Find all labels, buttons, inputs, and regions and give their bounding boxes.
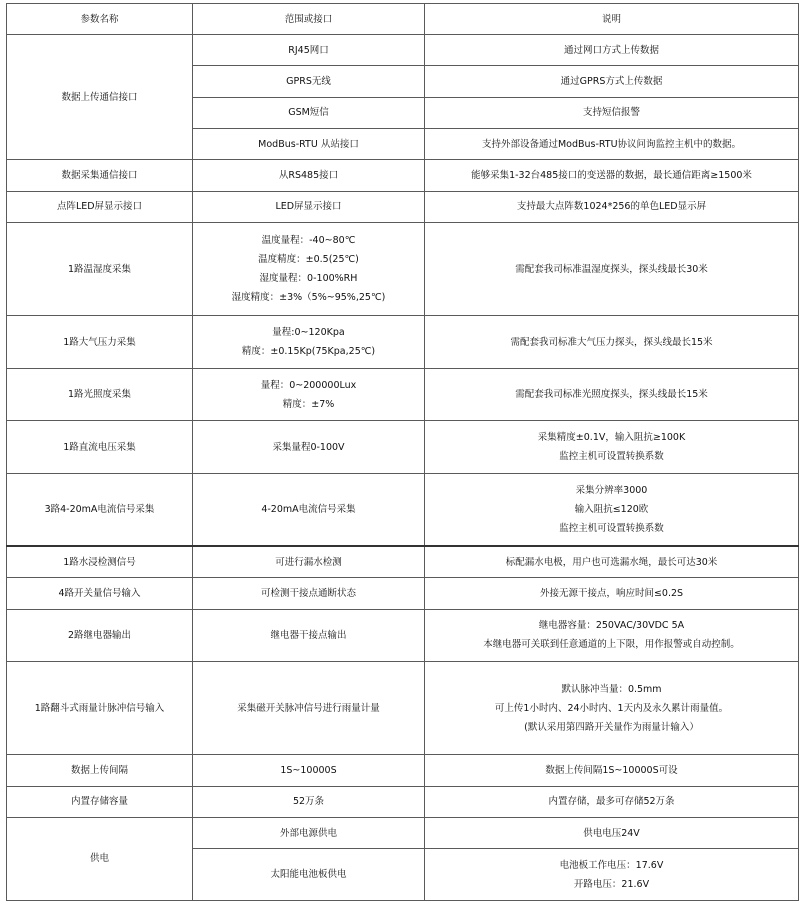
desc-line: 通过GPRS方式上传数据 (560, 76, 663, 88)
desc-cell (425, 662, 799, 755)
desc-line: 标配漏水电极，用户也可选漏水绳，最长可达30米 (505, 556, 718, 568)
desc-line: 通过网口方式上传数据 (563, 44, 659, 56)
desc-line: 需配套我司标准光照度探头，探头线最长15米 (515, 389, 708, 401)
desc-line: 采集精度±0.1V，输入阻抗≥100K (537, 432, 686, 444)
range-line: 从RS485接口 (278, 170, 339, 182)
range-cell (193, 609, 425, 662)
param-name: 4路开关量信号输入 (7, 578, 193, 609)
desc-line: 外接无源干接点，响应时间≤0.2S (539, 587, 684, 599)
desc-cell (425, 368, 799, 421)
table-row (7, 755, 799, 786)
range-line: LED屏显示接口 (275, 201, 342, 213)
range-line: 采集磁开关脉冲信号进行雨量计量 (237, 702, 380, 714)
range-cell (193, 97, 425, 128)
desc-line: 本继电器可关联到任意通道的上下限，用作报警或自动控制。 (483, 639, 740, 651)
param-name: 数据采集通信接口 (7, 160, 193, 191)
desc-line: 输入阻抗≤120欧 (574, 504, 649, 516)
range-line: GSM短信 (288, 107, 329, 119)
table-row (7, 817, 799, 848)
range-cell (193, 35, 425, 66)
table-row (7, 191, 799, 222)
range-line: 可进行漏水检测 (275, 556, 342, 568)
desc-line: 数据上传间隔1S~10000S可设 (545, 764, 678, 776)
range-cell (193, 160, 425, 191)
param-name: 1路翻斗式雨量计脉冲信号输入 (7, 662, 193, 755)
param-name: 1路温湿度采集 (7, 223, 193, 316)
desc-line: 支持短信报警 (582, 107, 640, 119)
desc-cell (425, 546, 799, 577)
desc-line: 监控主机可设置转换系数 (559, 451, 664, 463)
table-row (7, 609, 799, 662)
param-name: 2路继电器输出 (7, 609, 193, 662)
table-row (7, 421, 799, 474)
range-line: 温度精度：±0.5(25℃) (258, 254, 359, 266)
range-line: 继电器干接点输出 (270, 629, 347, 641)
range-line: 湿度精度：±3%（5%~95%,25℃) (231, 292, 386, 304)
desc-line: 需配套我司标准大气压力探头，探头线最长15米 (510, 336, 713, 348)
desc-cell (425, 191, 799, 222)
range-line: 湿度量程：0-100%RH (259, 273, 358, 285)
desc-line: 继电器容量：250VAC/30VDC 5A (538, 620, 685, 632)
desc-cell (425, 578, 799, 609)
desc-line: 电池板工作电压：17.6V (559, 859, 664, 871)
desc-line: (默认采用第四路开关量作为雨量计输入） (524, 721, 699, 733)
desc-cell (425, 35, 799, 66)
range-line: 量程：0~200000Lux (260, 379, 357, 391)
table-row (7, 546, 799, 577)
desc-cell (425, 474, 799, 547)
desc-cell (425, 849, 799, 901)
spec-table (6, 3, 799, 901)
param-name: 3路4-20mA电流信号采集 (7, 474, 193, 547)
desc-cell (425, 66, 799, 97)
desc-cell (425, 786, 799, 817)
range-cell (193, 786, 425, 817)
desc-line: 监控主机可设置转换系数 (559, 523, 664, 535)
desc-line: 开路电压：21.6V (573, 878, 650, 890)
desc-cell (425, 129, 799, 160)
range-line: 52万条 (292, 796, 325, 808)
desc-line: 内置存储，最多可存储52万条 (548, 796, 675, 808)
range-line: 温度量程：-40~80℃ (261, 235, 356, 247)
param-name: 点阵LED屏显示接口 (7, 191, 193, 222)
range-cell (193, 66, 425, 97)
range-line: 量程:0~120Kpa (272, 327, 345, 339)
desc-cell (425, 316, 799, 369)
table-row (7, 662, 799, 755)
desc-cell (425, 817, 799, 848)
range-line: ModBus-RTU 从站接口 (258, 138, 359, 150)
range-cell (193, 578, 425, 609)
range-cell (193, 546, 425, 577)
desc-line: 默认脉冲当量：0.5mm (561, 683, 662, 695)
table-row (7, 223, 799, 316)
desc-line: 支持最大点阵数1024*256的单色LED显示屏 (516, 201, 707, 213)
range-line: GPRS无线 (286, 76, 331, 88)
param-name: 数据上传间隔 (7, 755, 193, 786)
param-name: 1路水浸检测信号 (7, 546, 193, 577)
param-name: 1路光照度采集 (7, 368, 193, 421)
range-cell (193, 755, 425, 786)
param-name: 供电 (7, 817, 193, 900)
table-row (7, 35, 799, 66)
desc-line: 需配套我司标准温湿度探头，探头线最长30米 (515, 263, 708, 275)
desc-line: 能够采集1-32台485接口的变送器的数据，最长通信距离≥1500米 (471, 170, 752, 182)
desc-cell (425, 97, 799, 128)
header-desc: 说明 (425, 4, 799, 35)
range-cell (193, 223, 425, 316)
table-header-row (7, 4, 799, 35)
range-cell (193, 474, 425, 547)
param-name: 1路直流电压采集 (7, 421, 193, 474)
desc-cell (425, 755, 799, 786)
range-line: 精度：±0.15Kp(75Kpa,25℃) (241, 346, 376, 358)
table-row (7, 160, 799, 191)
range-cell (193, 421, 425, 474)
table-row (7, 578, 799, 609)
range-cell (193, 849, 425, 901)
range-cell (193, 191, 425, 222)
desc-line: 可上传1小时内、24小时内、1天内及永久累计雨量值。 (494, 702, 729, 714)
range-line: 外部电源供电 (279, 827, 337, 839)
param-name: 数据上传通信接口 (7, 35, 193, 160)
range-line: RJ45网口 (288, 44, 329, 56)
range-cell (193, 316, 425, 369)
range-cell (193, 817, 425, 848)
range-line: 太阳能电池板供电 (270, 869, 347, 881)
range-cell (193, 129, 425, 160)
table-row (7, 474, 799, 547)
range-line: 4-20mA电流信号采集 (261, 504, 356, 516)
header-range: 范围或接口 (193, 4, 425, 35)
desc-line: 采集分辨率3000 (575, 485, 648, 497)
header-param: 参数名称 (7, 4, 193, 35)
range-cell (193, 662, 425, 755)
param-name: 内置存储容量 (7, 786, 193, 817)
range-line: 精度：±7% (282, 398, 335, 410)
table-row (7, 316, 799, 369)
desc-cell (425, 421, 799, 474)
range-cell (193, 368, 425, 421)
desc-cell (425, 223, 799, 316)
desc-cell (425, 160, 799, 191)
range-line: 可检测干接点通断状态 (260, 587, 356, 599)
desc-cell (425, 609, 799, 662)
param-name: 1路大气压力采集 (7, 316, 193, 369)
table-row (7, 368, 799, 421)
desc-line: 供电电压24V (583, 827, 640, 839)
table-row (7, 786, 799, 817)
desc-line: 支持外部设备通过ModBus-RTU协议问询监控主机中的数据。 (481, 138, 742, 150)
range-line: 1S~10000S (280, 764, 337, 776)
range-line: 采集量程0-100V (272, 441, 345, 453)
